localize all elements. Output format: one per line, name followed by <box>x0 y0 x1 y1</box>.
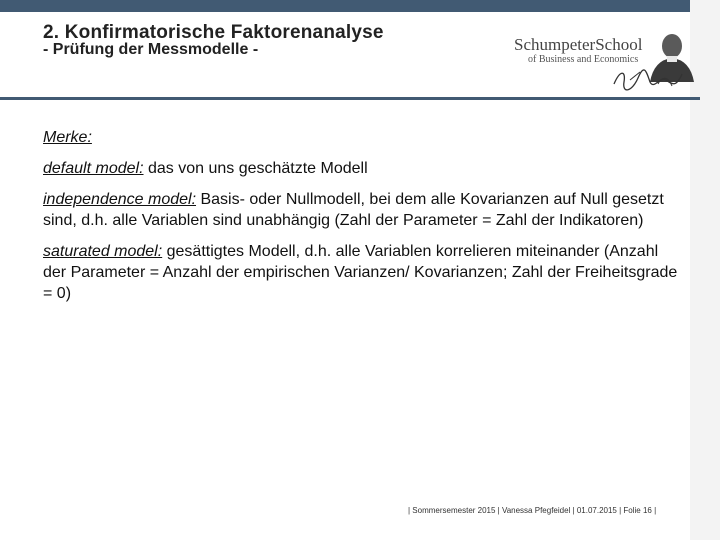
logo-name: SchumpeterSchool <box>514 35 643 54</box>
slide-footer: | Sommersemester 2015 | Vanessa Pfegfeidel | 01.07.2015 | Folie 16 | <box>408 506 657 515</box>
right-margin-bar <box>690 0 720 540</box>
signature-icon <box>610 66 690 94</box>
definition-text: das von uns geschätzte Modell <box>143 160 368 177</box>
slide-title: 2. Konfirmatorische Faktorenanalyse <box>43 22 384 43</box>
definition-default-model <box>43 158 683 179</box>
top-bar <box>0 0 690 12</box>
term-label: saturated model: <box>43 243 163 260</box>
logo-subtitle: of Business and Economics <box>528 54 639 65</box>
term-label: independence model: <box>43 191 197 208</box>
term-label: default model: <box>43 160 144 177</box>
definition-text: gesättigtes Modell, d.h. alle Variablen korrelieren miteinander (Anzahl der Parameter = Anzahl der empirischen Varianzen/ Kovarianzen; Zahl der Freiheitsgrade = 0) <box>43 243 678 302</box>
slide-body <box>43 127 683 314</box>
schumpeter-school-logo <box>510 30 690 96</box>
definition-saturated-model <box>43 241 683 304</box>
definition-text: Basis- oder Nullmodell, bei dem alle Kovarianzen auf Null gesetzt sind, d.h. alle Variablen sind unabhängig (Zahl der Parameter = Zahl der Indikatoren) <box>43 191 664 229</box>
header-divider <box>0 97 700 100</box>
slide-subtitle: - Prüfung der Messmodelle - <box>43 41 259 58</box>
definition-independence-model <box>43 189 683 231</box>
merke-heading: Merke: <box>43 129 92 146</box>
